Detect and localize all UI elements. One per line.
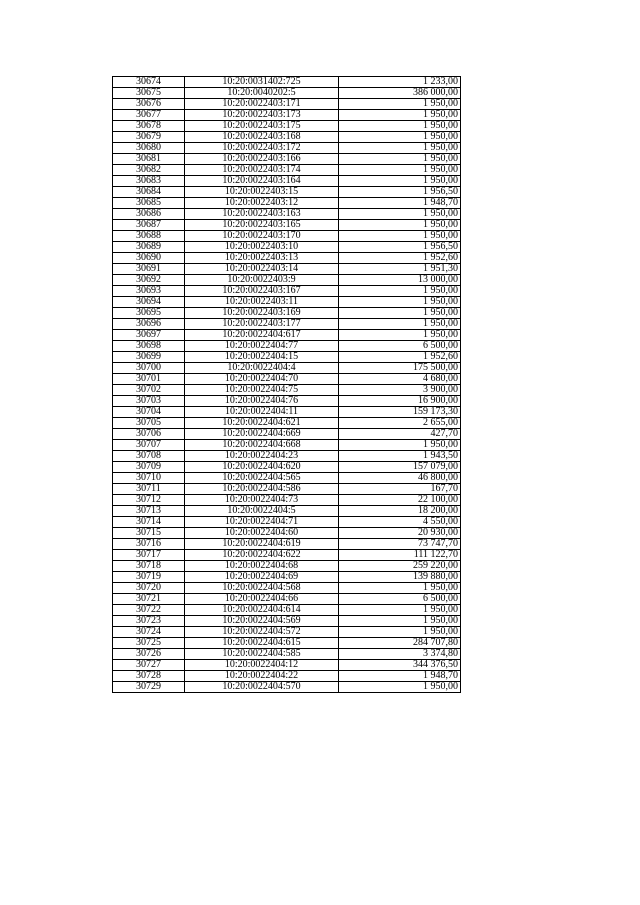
- value-cell: 2 655,00: [339, 418, 461, 429]
- table-row: [113, 198, 461, 209]
- table-row: [113, 88, 461, 99]
- table-row: [113, 121, 461, 132]
- cadastral-number-cell: 10:20:0022404:4: [185, 363, 339, 374]
- table-row: [113, 528, 461, 539]
- value-cell: 1 956,50: [339, 242, 461, 253]
- row-number-cell: 30677: [113, 110, 185, 121]
- row-number-cell: 30710: [113, 473, 185, 484]
- value-cell: 20 930,00: [339, 528, 461, 539]
- value-cell: 1 950,00: [339, 330, 461, 341]
- cadastral-number-cell: 10:20:0022404:585: [185, 649, 339, 660]
- value-cell: 13 000,00: [339, 275, 461, 286]
- table-row: [113, 143, 461, 154]
- row-number-cell: 30690: [113, 253, 185, 264]
- value-cell: 111 122,70: [339, 550, 461, 561]
- value-cell: 18 200,00: [339, 506, 461, 517]
- cadastral-number-cell: 10:20:0022403:165: [185, 220, 339, 231]
- cadastral-number-cell: 10:20:0022404:66: [185, 594, 339, 605]
- row-number-cell: 30685: [113, 198, 185, 209]
- row-number-cell: 30674: [113, 77, 185, 88]
- cadastral-number-cell: 10:20:0022404:12: [185, 660, 339, 671]
- value-cell: 46 800,00: [339, 473, 461, 484]
- cadastral-number-cell: 10:20:0022404:565: [185, 473, 339, 484]
- cadastral-number-cell: 10:20:0022404:617: [185, 330, 339, 341]
- cadastral-number-cell: 10:20:0022403:11: [185, 297, 339, 308]
- row-number-cell: 30706: [113, 429, 185, 440]
- table-row: [113, 209, 461, 220]
- cadastral-number-cell: 10:20:0031402:725: [185, 77, 339, 88]
- table-row: [113, 77, 461, 88]
- row-number-cell: 30717: [113, 550, 185, 561]
- cadastral-number-cell: 10:20:0022404:570: [185, 682, 339, 693]
- value-cell: 1 950,00: [339, 99, 461, 110]
- value-cell: 4 680,00: [339, 374, 461, 385]
- table-row: [113, 308, 461, 319]
- table-row: [113, 385, 461, 396]
- table-row: [113, 539, 461, 550]
- row-number-cell: 30709: [113, 462, 185, 473]
- cadastral-value-table: [112, 76, 461, 693]
- row-number-cell: 30686: [113, 209, 185, 220]
- cadastral-number-cell: 10:20:0022403:174: [185, 165, 339, 176]
- cadastral-number-cell: 10:20:0022403:171: [185, 99, 339, 110]
- value-cell: 1 951,30: [339, 264, 461, 275]
- cadastral-number-cell: 10:20:0022404:568: [185, 583, 339, 594]
- cadastral-number-cell: 10:20:0022404:614: [185, 605, 339, 616]
- value-cell: 167,70: [339, 484, 461, 495]
- cadastral-number-cell: 10:20:0022404:569: [185, 616, 339, 627]
- table-row: [113, 396, 461, 407]
- cadastral-number-cell: 10:20:0022403:164: [185, 176, 339, 187]
- value-cell: 1 950,00: [339, 121, 461, 132]
- row-number-cell: 30703: [113, 396, 185, 407]
- value-cell: 1 950,00: [339, 209, 461, 220]
- table-row: [113, 231, 461, 242]
- row-number-cell: 30718: [113, 561, 185, 572]
- table-row: [113, 429, 461, 440]
- cadastral-number-cell: 10:20:0022404:60: [185, 528, 339, 539]
- value-cell: 73 747,70: [339, 539, 461, 550]
- row-number-cell: 30726: [113, 649, 185, 660]
- table-row: [113, 484, 461, 495]
- table-row: [113, 682, 461, 693]
- row-number-cell: 30678: [113, 121, 185, 132]
- cadastral-number-cell: 10:20:0022404:572: [185, 627, 339, 638]
- cadastral-number-cell: 10:20:0022403:172: [185, 143, 339, 154]
- cadastral-number-cell: 10:20:0022404:73: [185, 495, 339, 506]
- table-row: [113, 220, 461, 231]
- value-cell: 1 950,00: [339, 165, 461, 176]
- row-number-cell: 30681: [113, 154, 185, 165]
- table-row: [113, 352, 461, 363]
- cadastral-number-cell: 10:20:0022404:68: [185, 561, 339, 572]
- table-row: [113, 440, 461, 451]
- value-cell: 1 948,70: [339, 198, 461, 209]
- table-row: [113, 176, 461, 187]
- cadastral-number-cell: 10:20:0022404:615: [185, 638, 339, 649]
- row-number-cell: 30684: [113, 187, 185, 198]
- value-cell: 1 950,00: [339, 308, 461, 319]
- value-cell: 159 173,30: [339, 407, 461, 418]
- row-number-cell: 30708: [113, 451, 185, 462]
- cadastral-number-cell: 10:20:0022403:9: [185, 275, 339, 286]
- row-number-cell: 30716: [113, 539, 185, 550]
- value-cell: 16 900,00: [339, 396, 461, 407]
- value-cell: 1 950,00: [339, 176, 461, 187]
- table-row: [113, 605, 461, 616]
- table-row: [113, 594, 461, 605]
- cadastral-number-cell: 10:20:0022404:71: [185, 517, 339, 528]
- cadastral-number-cell: 10:20:0022404:620: [185, 462, 339, 473]
- table-row: [113, 660, 461, 671]
- value-cell: 4 550,00: [339, 517, 461, 528]
- cadastral-number-cell: 10:20:0022404:22: [185, 671, 339, 682]
- table-row: [113, 407, 461, 418]
- table-row: [113, 616, 461, 627]
- table-row: [113, 671, 461, 682]
- table-row: [113, 418, 461, 429]
- cadastral-number-cell: 10:20:0022403:12: [185, 198, 339, 209]
- cadastral-number-cell: 10:20:0022404:622: [185, 550, 339, 561]
- cadastral-number-cell: 10:20:0022403:163: [185, 209, 339, 220]
- value-cell: 1 948,70: [339, 671, 461, 682]
- table-body: [113, 77, 461, 693]
- value-cell: 427,70: [339, 429, 461, 440]
- table-row: [113, 319, 461, 330]
- table-row: [113, 506, 461, 517]
- table-row: [113, 550, 461, 561]
- value-cell: 157 079,00: [339, 462, 461, 473]
- row-number-cell: 30694: [113, 297, 185, 308]
- table-row: [113, 451, 461, 462]
- row-number-cell: 30711: [113, 484, 185, 495]
- table-row: [113, 363, 461, 374]
- value-cell: 1 233,00: [339, 77, 461, 88]
- table-row: [113, 561, 461, 572]
- table-row: [113, 154, 461, 165]
- row-number-cell: 30687: [113, 220, 185, 231]
- table-row: [113, 110, 461, 121]
- cadastral-number-cell: 10:20:0022404:621: [185, 418, 339, 429]
- table-row: [113, 572, 461, 583]
- table-row: [113, 341, 461, 352]
- table-row: [113, 99, 461, 110]
- row-number-cell: 30676: [113, 99, 185, 110]
- table-row: [113, 330, 461, 341]
- table-row: [113, 253, 461, 264]
- row-number-cell: 30722: [113, 605, 185, 616]
- table-row: [113, 297, 461, 308]
- table-row: [113, 275, 461, 286]
- value-cell: 1 950,00: [339, 132, 461, 143]
- value-cell: 259 220,00: [339, 561, 461, 572]
- value-cell: 1 950,00: [339, 319, 461, 330]
- table-row: [113, 495, 461, 506]
- cadastral-number-cell: 10:20:0022403:170: [185, 231, 339, 242]
- value-cell: 1 950,00: [339, 110, 461, 121]
- value-cell: 284 707,80: [339, 638, 461, 649]
- row-number-cell: 30688: [113, 231, 185, 242]
- row-number-cell: 30693: [113, 286, 185, 297]
- table-row: [113, 374, 461, 385]
- value-cell: 6 500,00: [339, 341, 461, 352]
- table-row: [113, 187, 461, 198]
- table-row: [113, 627, 461, 638]
- cadastral-number-cell: 10:20:0022403:10: [185, 242, 339, 253]
- cadastral-number-cell: 10:20:0022404:5: [185, 506, 339, 517]
- row-number-cell: 30691: [113, 264, 185, 275]
- value-cell: 1 950,00: [339, 616, 461, 627]
- cadastral-number-cell: 10:20:0022404:11: [185, 407, 339, 418]
- row-number-cell: 30699: [113, 352, 185, 363]
- table-row: [113, 649, 461, 660]
- row-number-cell: 30695: [113, 308, 185, 319]
- row-number-cell: 30725: [113, 638, 185, 649]
- row-number-cell: 30714: [113, 517, 185, 528]
- row-number-cell: 30692: [113, 275, 185, 286]
- row-number-cell: 30715: [113, 528, 185, 539]
- row-number-cell: 30724: [113, 627, 185, 638]
- value-cell: 1 950,00: [339, 286, 461, 297]
- table-row: [113, 132, 461, 143]
- cadastral-number-cell: 10:20:0022404:75: [185, 385, 339, 396]
- row-number-cell: 30713: [113, 506, 185, 517]
- table-row: [113, 242, 461, 253]
- cadastral-number-cell: 10:20:0022403:15: [185, 187, 339, 198]
- table-row: [113, 473, 461, 484]
- row-number-cell: 30729: [113, 682, 185, 693]
- row-number-cell: 30701: [113, 374, 185, 385]
- value-cell: 1 950,00: [339, 583, 461, 594]
- table-row: [113, 638, 461, 649]
- row-number-cell: 30682: [113, 165, 185, 176]
- cadastral-number-cell: 10:20:0022403:175: [185, 121, 339, 132]
- row-number-cell: 30727: [113, 660, 185, 671]
- value-cell: 1 950,00: [339, 220, 461, 231]
- cadastral-number-cell: 10:20:0040202:5: [185, 88, 339, 99]
- value-cell: 1 950,00: [339, 605, 461, 616]
- value-cell: 1 950,00: [339, 143, 461, 154]
- row-number-cell: 30704: [113, 407, 185, 418]
- table-row: [113, 264, 461, 275]
- cadastral-number-cell: 10:20:0022403:13: [185, 253, 339, 264]
- value-cell: 1 952,60: [339, 352, 461, 363]
- row-number-cell: 30683: [113, 176, 185, 187]
- row-number-cell: 30728: [113, 671, 185, 682]
- cadastral-number-cell: 10:20:0022404:69: [185, 572, 339, 583]
- value-cell: 3 900,00: [339, 385, 461, 396]
- value-cell: 6 500,00: [339, 594, 461, 605]
- row-number-cell: 30720: [113, 583, 185, 594]
- table-row: [113, 517, 461, 528]
- cadastral-number-cell: 10:20:0022404:586: [185, 484, 339, 495]
- row-number-cell: 30680: [113, 143, 185, 154]
- row-number-cell: 30705: [113, 418, 185, 429]
- cadastral-number-cell: 10:20:0022404:669: [185, 429, 339, 440]
- value-cell: 175 500,00: [339, 363, 461, 374]
- row-number-cell: 30719: [113, 572, 185, 583]
- cadastral-number-cell: 10:20:0022404:619: [185, 539, 339, 550]
- value-cell: 139 880,00: [339, 572, 461, 583]
- cadastral-number-cell: 10:20:0022403:14: [185, 264, 339, 275]
- table-row: [113, 286, 461, 297]
- cadastral-number-cell: 10:20:0022404:70: [185, 374, 339, 385]
- table-row: [113, 462, 461, 473]
- row-number-cell: 30697: [113, 330, 185, 341]
- cadastral-number-cell: 10:20:0022403:167: [185, 286, 339, 297]
- cadastral-number-cell: 10:20:0022404:15: [185, 352, 339, 363]
- value-cell: 1 950,00: [339, 297, 461, 308]
- cadastral-number-cell: 10:20:0022403:168: [185, 132, 339, 143]
- cadastral-number-cell: 10:20:0022404:77: [185, 341, 339, 352]
- row-number-cell: 30675: [113, 88, 185, 99]
- value-cell: 1 950,00: [339, 440, 461, 451]
- row-number-cell: 30721: [113, 594, 185, 605]
- table-row: [113, 583, 461, 594]
- cadastral-number-cell: 10:20:0022403:177: [185, 319, 339, 330]
- cadastral-number-cell: 10:20:0022404:668: [185, 440, 339, 451]
- value-cell: 386 000,00: [339, 88, 461, 99]
- cadastral-number-cell: 10:20:0022403:166: [185, 154, 339, 165]
- value-cell: 22 100,00: [339, 495, 461, 506]
- cadastral-number-cell: 10:20:0022404:76: [185, 396, 339, 407]
- value-cell: 1 950,00: [339, 154, 461, 165]
- cadastral-number-cell: 10:20:0022404:23: [185, 451, 339, 462]
- value-cell: 1 943,50: [339, 451, 461, 462]
- value-cell: 1 952,60: [339, 253, 461, 264]
- cadastral-number-cell: 10:20:0022403:173: [185, 110, 339, 121]
- value-cell: 3 374,80: [339, 649, 461, 660]
- value-cell: 1 956,50: [339, 187, 461, 198]
- value-cell: 344 376,50: [339, 660, 461, 671]
- value-cell: 1 950,00: [339, 682, 461, 693]
- row-number-cell: 30712: [113, 495, 185, 506]
- value-cell: 1 950,00: [339, 231, 461, 242]
- row-number-cell: 30689: [113, 242, 185, 253]
- cadastral-number-cell: 10:20:0022403:169: [185, 308, 339, 319]
- row-number-cell: 30679: [113, 132, 185, 143]
- row-number-cell: 30707: [113, 440, 185, 451]
- value-cell: 1 950,00: [339, 627, 461, 638]
- row-number-cell: 30723: [113, 616, 185, 627]
- row-number-cell: 30700: [113, 363, 185, 374]
- row-number-cell: 30696: [113, 319, 185, 330]
- row-number-cell: 30702: [113, 385, 185, 396]
- table-row: [113, 165, 461, 176]
- row-number-cell: 30698: [113, 341, 185, 352]
